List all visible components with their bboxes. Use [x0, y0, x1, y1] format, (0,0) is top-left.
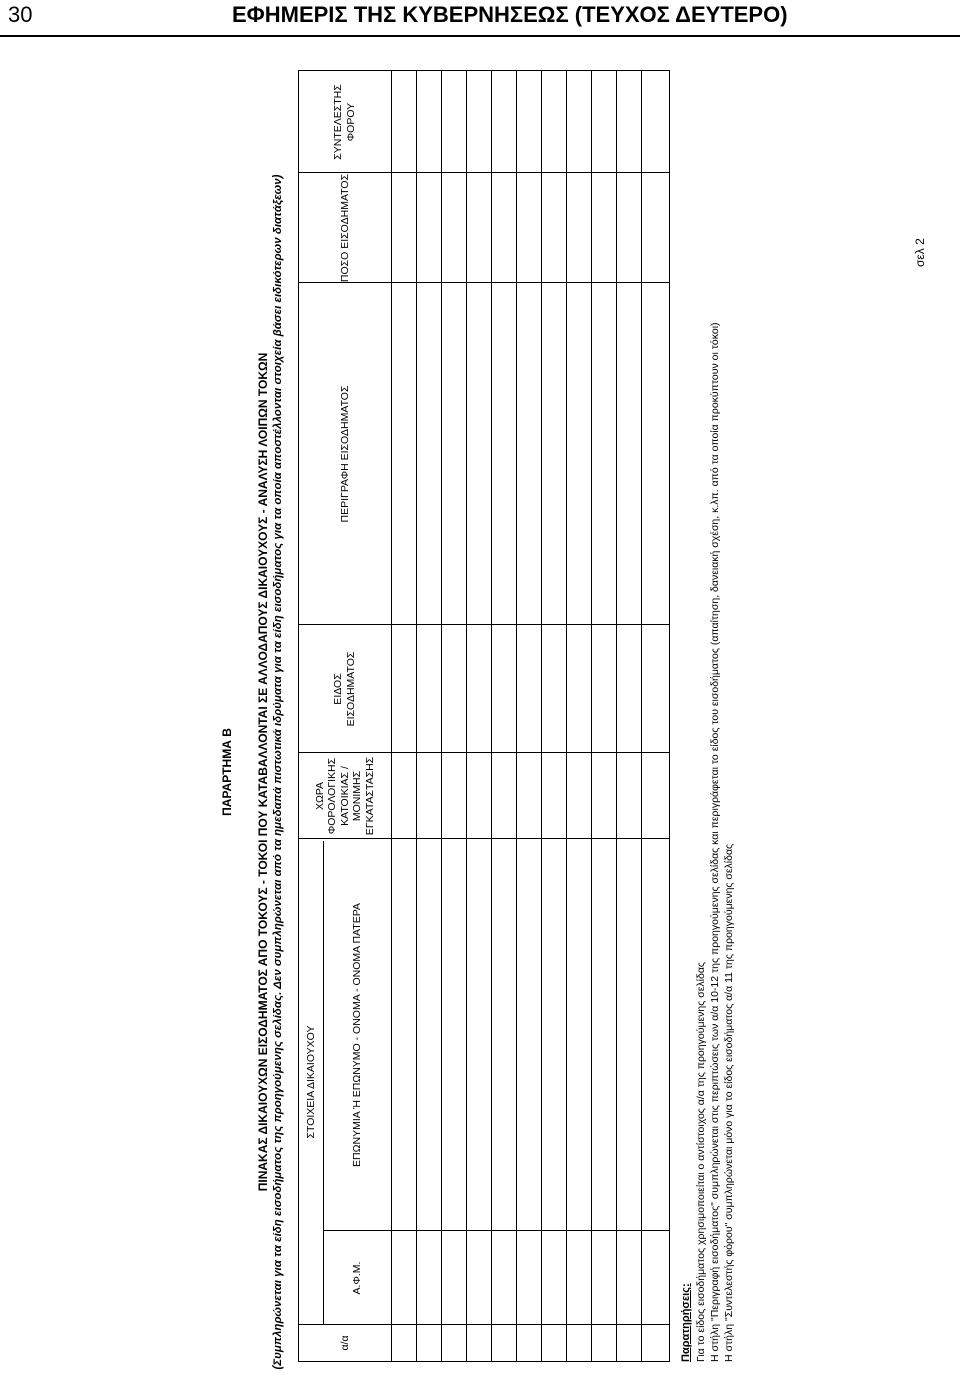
- notes-title: Παρατηρήσεις:: [680, 1283, 692, 1362]
- row-line: [466, 71, 467, 1361]
- col-header-afm: Α.Φ.Μ.: [350, 1261, 363, 1295]
- row-line: [566, 71, 567, 1361]
- header-rule: [0, 35, 960, 37]
- note-line: Η στήλη "Περιγραφή εισοδήματος" συμπληρώνεται στις περιπτώσεις των α/α 10-12 της προηγούμενης σελίδας και περιγράφεται το είδος του εισοδήματος (απαίτηση, δανειακή σχέση, κ.λπ. από τα οποία προκύπτουν οι τόκοι): [709, 322, 721, 1362]
- row-line: [441, 71, 442, 1361]
- col-header-income-type: ΕΙΔΟΣ ΕΙΣΟΔΗΜΑΤΟΣ: [332, 651, 357, 727]
- beneficiaries-table: [298, 70, 670, 1362]
- gazette-title: ΕΦΗΜΕΡΙΣ ΤΗΣ ΚΥΒΕΡΝΗΣΕΩΣ (ΤΕΥΧΟΣ ΔΕΥΤΕΡΟ): [232, 2, 788, 27]
- note-line: Η στήλη "Συντελεστής φόρου" συμπληρώνεται μόνο για το είδος εισοδήματος α/α 11 της προηγούμενης σελίδας: [723, 843, 735, 1362]
- row-line: [541, 71, 542, 1361]
- notes: [676, 322, 736, 1362]
- col-header-name: ΕΠΩΝΥΜΙΑ Ή ΕΠΩΝΥΜΟ - ΟΝΟΜΑ - ΟΝΟΜΑ ΠΑΤΕΡΑ: [350, 903, 363, 1167]
- rotated-form: [0, 84, 960, 1392]
- row-line: [491, 71, 492, 1361]
- note-line: Για το είδος εισοδήματος χρησιμοποιείται ο αντίστοιχος α/α της προηγούμενης σελίδας: [695, 962, 707, 1362]
- col-header-income-desc: ΠΕΡΙΓΡΑΦΗ ΕΙΣΟΔΗΜΑΤΟΣ: [338, 385, 351, 523]
- row-line: [616, 71, 617, 1361]
- row-line: [641, 71, 642, 1361]
- table-subtitle: (Συμπληρώνεται για τα είδη εισοδήματος της προηγούμενης σελίδας. Δεν συμπληρώνεται από τα ημεδαπά πιστωτικά ιδρύματα για τα είδη εισοδήματος για τα οποία αποστέλλονται στοιχεία βάσει ειδικότερων διατάξεων): [272, 174, 284, 1370]
- header-line: [391, 71, 392, 1361]
- col-header-income-amount: ΠΟΣΟ ΕΙΣΟΔΗΜΑΤΟΣ: [338, 173, 351, 283]
- col-header-aa: α/α: [338, 1335, 351, 1351]
- col-header-country: ΧΩΡΑ ΦΟΡΟΛΟΓΙΚΗΣ ΚΑΤΟΙΚΙΑΣ / ΜΟΝΙΜΗΣ ΕΓΚΑΤΑΣΤΑΣΗΣ: [313, 756, 376, 836]
- page-number: 30: [8, 2, 33, 27]
- annex-label: ΠΑΡΑΡΤΗΜΑ Β: [220, 728, 234, 816]
- sheet-label: σελ 2: [913, 238, 927, 267]
- row-line: [591, 71, 592, 1361]
- table-title: ΠΙΝΑΚΑΣ ΔΙΚΑΙΟΥΧΩΝ ΕΙΣΟΔΗΜΑΤΟΣ ΑΠΟ ΤΟΚΟΥΣ - ΤΟΚΟΙ ΠΟΥ ΚΑΤΑΒΑΛΛΟΝΤΑΙ ΣΕ ΑΛΛΟΔΑΠΟΥΣ ΔΙΚΑΙΟΥΧΟΥΣ - ΑΝΑΛΥΣΗ ΛΟΙΠΩΝ ΤΟΚΩΝ: [256, 352, 270, 1192]
- col-group-beneficiary: ΣΤΟΙΧΕΙΑ ΔΙΚΑΙΟΥΧΟΥ: [304, 1025, 317, 1139]
- row-line: [416, 71, 417, 1361]
- page-header: [0, 0, 960, 36]
- col-header-tax-rate: ΣΥΝΤΕΛΕΣΤΗΣ ΦΟΡΟΥ: [332, 84, 357, 160]
- row-line: [516, 71, 517, 1361]
